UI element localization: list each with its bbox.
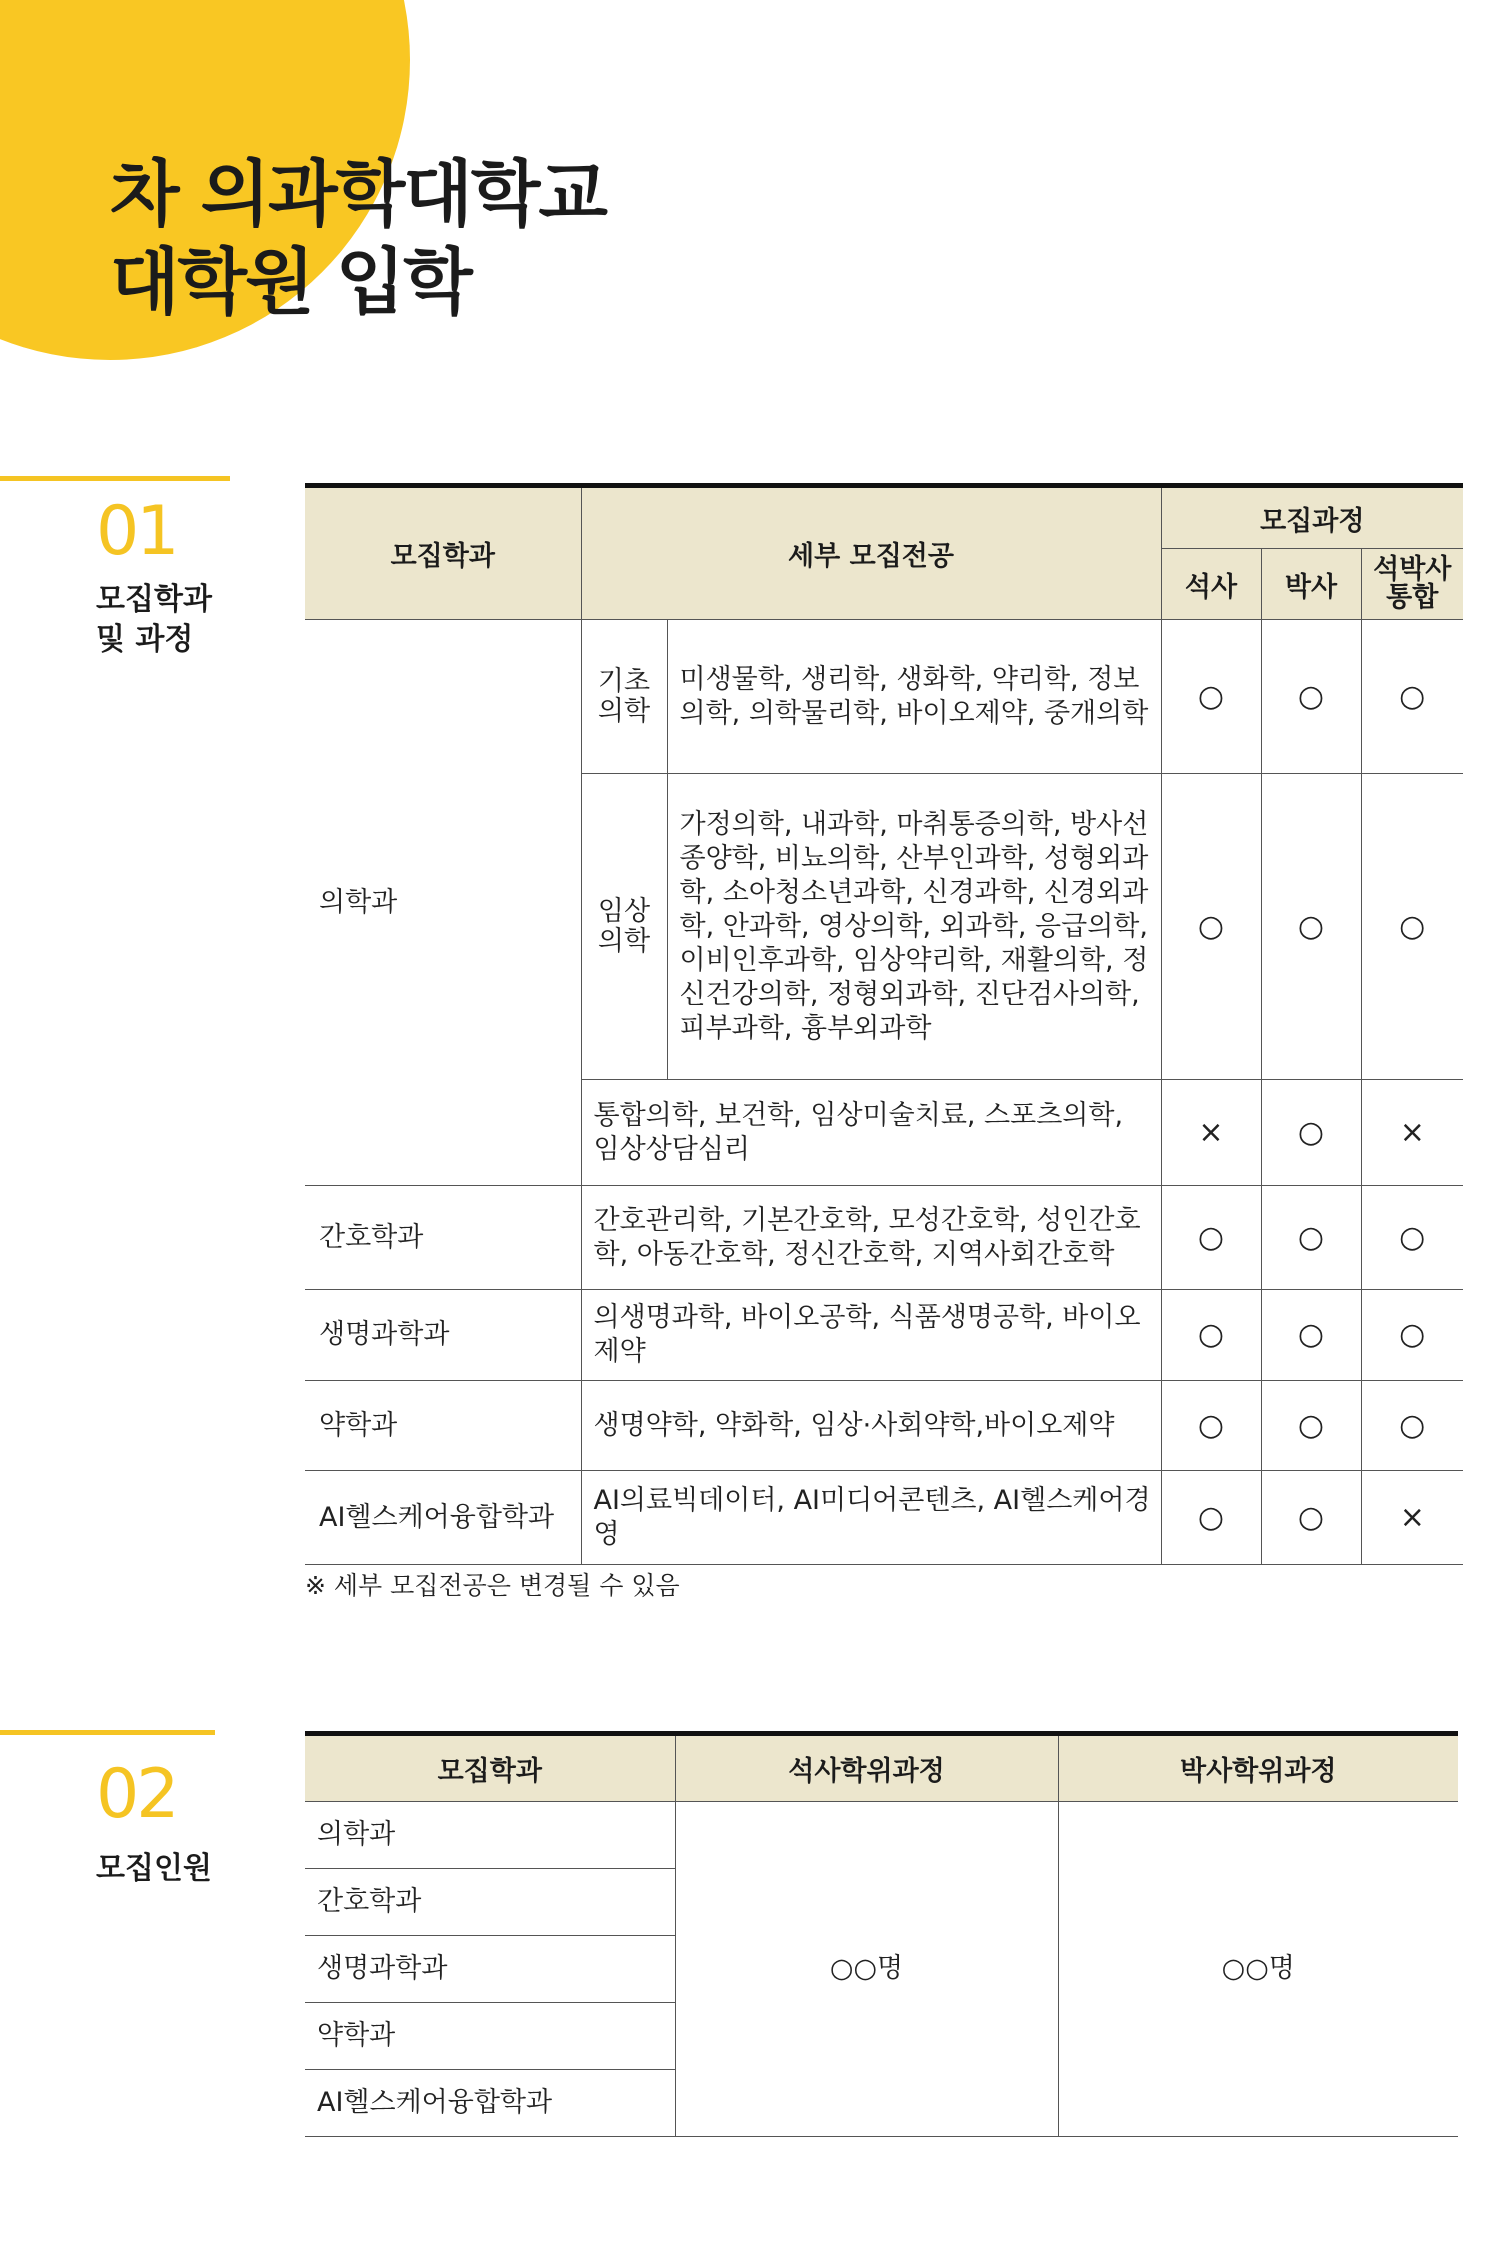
- section-1-label-line2: 및 과정: [96, 622, 194, 657]
- doctor-mark: ○: [1261, 1471, 1361, 1565]
- doctor-mark: ○: [1261, 620, 1361, 774]
- header-dept: 모집학과: [305, 1734, 675, 1802]
- note-text: ※ 세부 모집전공은 변경될 수 있음: [305, 1571, 680, 1600]
- master-mark: ○: [1161, 1471, 1261, 1565]
- master-mark: ○: [1161, 620, 1261, 774]
- doctor-mark: ○: [1261, 1080, 1361, 1186]
- subfield-cell: [581, 620, 667, 774]
- header-major: 세부 모집전공: [581, 486, 1161, 620]
- table-header-row: [305, 486, 1463, 549]
- majors-cell: 생명약학, 약화학, 임상·사회약학,바이오제약: [581, 1381, 1161, 1471]
- majors-cell: 미생물학, 생리학, 생화학, 약리학, 정보의학, 의학물리학, 바이오제약, 중개의학: [667, 620, 1161, 774]
- table-header-row: [305, 1734, 1458, 1802]
- doctor-mark: ○: [1261, 1381, 1361, 1471]
- header-master: 석사: [1161, 549, 1261, 620]
- integrated-mark: ○: [1361, 1290, 1463, 1381]
- section-1-number: 01: [96, 492, 177, 571]
- integrated-mark: ○: [1361, 1381, 1463, 1471]
- dept-cell: 생명과학과: [305, 1936, 675, 2003]
- master-count: ○○명: [675, 1802, 1058, 2137]
- program-table: [305, 483, 1463, 1565]
- header-doctor: 박사: [1261, 549, 1361, 620]
- header-integrated: [1361, 549, 1463, 620]
- table-row: [305, 1186, 1463, 1290]
- subfield-line2: 의학: [597, 925, 651, 957]
- majors-cell: 통합의학, 보건학, 임상미술치료, 스포츠의학, 임상상담심리: [581, 1080, 1161, 1186]
- section-1-bar: [0, 476, 230, 481]
- master-mark: ×: [1161, 1080, 1261, 1186]
- header-integrated-line1: 석박사: [1373, 554, 1452, 585]
- page-title-line1: 차 의과학대학교: [110, 152, 606, 236]
- section-1-label-line1: 모집학과: [96, 582, 212, 617]
- section-2-label: 모집인원: [96, 1851, 212, 1886]
- section-2-bar: [0, 1730, 215, 1735]
- page-title: [110, 150, 606, 326]
- master-mark: ○: [1161, 1186, 1261, 1290]
- dept-cell: 간호학과: [305, 1186, 581, 1290]
- majors-cell: 가정의학, 내과학, 마취통증의학, 방사선종양학, 비뇨의학, 산부인과학, 성형외과학, 소아청소년과학, 신경과학, 신경외과학, 안과학, 영상의학, 외과학, 응급의학, 이비인후과학, 임상약리학, 재활의학, 정신건강의학, 정형외과학, 진단검사의학, 피부과학, 흉부외과학: [667, 774, 1161, 1080]
- table-row: [305, 620, 1463, 774]
- dept-cell: AI헬스케어융합학과: [305, 1471, 581, 1565]
- dept-cell: AI헬스케어융합학과: [305, 2070, 675, 2137]
- page-title-line2: 대학원 입학: [110, 240, 471, 324]
- subfield-line1: 기초: [597, 665, 651, 697]
- header-master-course: 석사학위과정: [675, 1734, 1058, 1802]
- dept-cell: 의학과: [305, 1802, 675, 1869]
- master-mark: ○: [1161, 774, 1261, 1080]
- table-row: [305, 1290, 1463, 1381]
- dept-cell: 생명과학과: [305, 1290, 581, 1381]
- doctor-count: ○○명: [1058, 1802, 1458, 2137]
- integrated-mark: ×: [1361, 1471, 1463, 1565]
- dept-cell: 약학과: [305, 1381, 581, 1471]
- enrollment-table: [305, 1731, 1458, 2137]
- integrated-mark: ○: [1361, 774, 1463, 1080]
- majors-cell: 간호관리학, 기본간호학, 모성간호학, 성인간호학, 아동간호학, 정신간호학, 지역사회간호학: [581, 1186, 1161, 1290]
- integrated-mark: ○: [1361, 1186, 1463, 1290]
- table-row: [305, 1381, 1463, 1471]
- subfield-line1: 임상: [597, 895, 651, 927]
- master-mark: ○: [1161, 1381, 1261, 1471]
- header-dept: 모집학과: [305, 486, 581, 620]
- dept-cell: 의학과: [305, 620, 581, 1186]
- header-course: 모집과정: [1161, 486, 1463, 549]
- table-row: [305, 1471, 1463, 1565]
- subfield-line2: 의학: [597, 695, 651, 727]
- integrated-mark: ○: [1361, 620, 1463, 774]
- doctor-mark: ○: [1261, 774, 1361, 1080]
- master-mark: ○: [1161, 1290, 1261, 1381]
- doctor-mark: ○: [1261, 1290, 1361, 1381]
- dept-cell: 간호학과: [305, 1869, 675, 1936]
- subfield-cell: [581, 774, 667, 1080]
- majors-cell: AI의료빅데이터, AI미디어콘텐츠, AI헬스케어경영: [581, 1471, 1161, 1565]
- section-2-number: 02: [96, 1755, 177, 1834]
- header-doctor-course: 박사학위과정: [1058, 1734, 1458, 1802]
- header-integrated-line2: 통합: [1386, 582, 1439, 613]
- dept-cell: 약학과: [305, 2003, 675, 2070]
- majors-cell: 의생명과학, 바이오공학, 식품생명공학, 바이오제약: [581, 1290, 1161, 1381]
- table-row: [305, 1802, 1458, 1869]
- doctor-mark: ○: [1261, 1186, 1361, 1290]
- integrated-mark: ×: [1361, 1080, 1463, 1186]
- section-1-label: [96, 580, 212, 660]
